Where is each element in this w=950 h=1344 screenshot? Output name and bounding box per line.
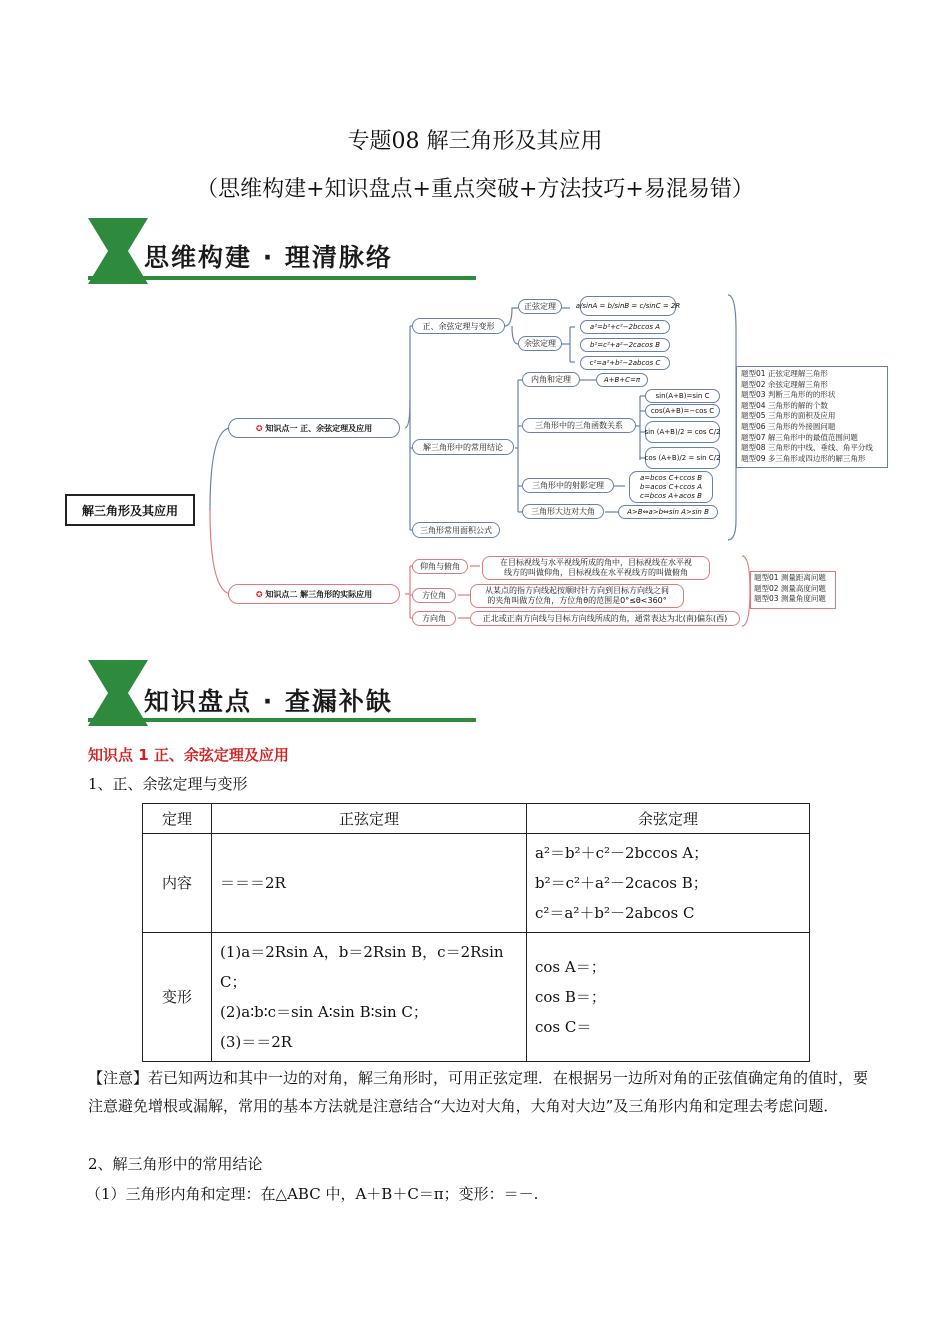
cosine-variant-3: cos C＝ — [535, 1018, 592, 1036]
mindmap-c2-desc2: 的夹角叫做方位角，方位角θ的范围是0°≤θ<360° — [487, 596, 667, 605]
mindmap-b2d: 三角形大边对大角 — [522, 504, 604, 519]
mindmap-b1a: 正弦定理 — [518, 299, 562, 314]
section-2-heading: 2、解三角形中的常用结论 — [88, 1155, 263, 1173]
banner-mindmap — [88, 218, 478, 284]
mindmap-b2b-f2: cos(A+B)=−cos C — [645, 404, 720, 418]
cosine-variant-1: cos A＝； — [535, 958, 606, 976]
theorem-table — [142, 803, 810, 1062]
mindmap-types1 — [736, 366, 888, 468]
types1-item: 题型08 三角形的中线、垂线、角平分线 — [741, 443, 873, 453]
table-header-sine: 正弦定理 — [212, 804, 527, 834]
types1-item: 题型09 多三角形或四边形的解三角形 — [741, 453, 866, 463]
types2-item: 题型03 测量角度问题 — [754, 594, 826, 604]
note-paragraph: 【注意】若已知两边和其中一边的对角，解三角形时，可用正弦定理．在根据另一边所对角的正弦值确定角的值时，要注意避免增根或漏解，常用的基本方法就是注意结合“大边对大角，大角对大边”及三角形内角和定理去考虑问题． — [88, 1069, 869, 1115]
mindmap-b1b-f1: a²=b²+c²−2bccos A — [580, 320, 670, 334]
types1-item: 题型01 正弦定理解三角形 — [741, 369, 828, 378]
mindmap-c1-desc2: 线方的叫做仰角，目标视线在水平视线方的叫做俯角 — [504, 568, 688, 577]
types2-item: 题型02 测量高度问题 — [754, 583, 826, 593]
mindmap-b1b-f2: b²=c²+a²−2cacos B — [580, 338, 670, 352]
banner-knowledge-text: 知识盘点 · 查漏补缺 — [144, 687, 393, 716]
cosine-variant-2: cos B＝； — [535, 988, 606, 1006]
mindmap-b3: 三角形常用面积公式 — [412, 522, 500, 538]
table-header-theorem: 定理 — [143, 804, 212, 834]
types1-item: 题型07 解三角形中的最值范围问题 — [741, 432, 858, 442]
page-subtitle: （思维构建+知识盘点+重点突破+方法技巧+易混易错） — [196, 177, 754, 202]
kp1-heading: 知识点 1 正、余弦定理及应用 — [88, 746, 289, 764]
types1-item: 题型02 余弦定理解三角形 — [741, 379, 828, 389]
mindmap-b2c-formulas — [629, 471, 713, 503]
mindmap-c1-desc1: 在目标视线与水平视线所成的角中，目标视线在水平视 — [500, 558, 692, 567]
table-content-sine: ＝＝＝2R — [212, 834, 527, 933]
mindmap-c2-desc1: 从某点的指方向线起按顺时针方向到目标方向线之间 — [485, 586, 669, 595]
mindmap-c1-desc — [482, 556, 710, 580]
mindmap-c1: 仰角与俯角 — [412, 559, 468, 574]
mindmap-c2-desc — [470, 584, 684, 608]
table-row-content-label: 内容 — [143, 834, 212, 933]
mindmap-c2: 方位角 — [412, 588, 456, 603]
banner-knowledge — [88, 660, 478, 726]
table-variant-sine — [212, 933, 527, 1062]
types1-item: 题型03 判断三角形的的形状 — [741, 390, 836, 400]
table-row-variant-label: 变形 — [143, 933, 212, 1062]
mindmap-kp2-label: 知识点二 解三角形的实际应用 — [265, 589, 373, 599]
cosine-law-1: a²＝b²＋c²－2bccos A； — [535, 844, 709, 862]
mindmap-b2b-f3: sin (A+B)/2 = cos C/2 — [645, 421, 720, 443]
mindmap-c3-desc: 正北或正南方向线与目标方向线所成的角，通常表达为北(南)偏东(西) — [470, 611, 740, 626]
types1-item: 题型06 三角形的外接圆问题 — [741, 421, 836, 431]
mindmap-b2b-f1: sin(A+B)=sin C — [645, 389, 720, 403]
types2-item: 题型01 测量距离问题 — [754, 573, 826, 582]
mindmap-b1b-f3: c²=a²+b²−2abcos C — [580, 356, 670, 370]
mindmap-b1a-formula: a/sinA = b/sinB = c/sinC = 2R — [580, 296, 676, 316]
sine-variant-1b: C； — [220, 973, 247, 991]
table-variant-cosine — [527, 933, 810, 1062]
mindmap-b2d-formula: A>B⇔a>b⇔sin A>sin B — [618, 505, 718, 519]
mindmap-b2c-f3: c=bcos A+acos B — [640, 491, 702, 500]
mindmap-b2a: 内角和定理 — [522, 372, 580, 387]
mindmap-c3: 方向角 — [412, 611, 456, 626]
table-header-cosine: 余弦定理 — [527, 804, 810, 834]
mindmap-b2b: 三角形中的三角函数关系 — [522, 418, 636, 433]
mindmap-b2: 解三角形中的常用结论 — [412, 439, 514, 455]
mindmap-b2a-formula: A+B+C=π — [596, 373, 648, 387]
cosine-law-3: c²＝a²＋b²－2abcos C — [535, 904, 695, 922]
sine-variant-2: (2)a∶b∶c＝sin A∶sin B∶sin C； — [220, 1003, 428, 1021]
cosine-law-2: b²＝c²＋a²－2cacos B； — [535, 874, 708, 892]
sine-variant-3: (3)＝＝2R — [220, 1033, 293, 1051]
mindmap-b2c-f2: b=acos C+ccos A — [640, 482, 702, 491]
mindmap-b2c: 三角形中的射影定理 — [522, 478, 614, 493]
mindmap-b1b: 余弦定理 — [518, 336, 562, 351]
sine-variant-1: (1)a＝2Rsin A，b＝2Rsin B，c＝2Rsin — [220, 943, 504, 961]
section-2-item-1: （1）三角形内角和定理：在△ABC 中，A＋B＋C＝π；变形：＝－. — [86, 1185, 539, 1203]
types1-item: 题型05 三角形的面积及应用 — [741, 411, 836, 421]
mindmap-b2b-f4: cos (A+B)/2 = sin C/2 — [645, 447, 720, 469]
mindmap-kp2: ✪ 知识点二 解三角形的实际应用 — [228, 584, 400, 604]
mindmap-kp1-label: 知识点一 正、余弦定理及应用 — [265, 423, 373, 433]
mindmap-b2c-f1: a=bcos C+ccos B — [639, 473, 702, 482]
mindmap-root: 解三角形及其应用 — [65, 494, 195, 526]
mindmap-b1: 正、余弦定理与变形 — [412, 318, 505, 334]
mindmap-kp1: ✪ 知识点一 正、余弦定理及应用 — [228, 418, 400, 438]
page-title: 专题08 解三角形及其应用 — [347, 129, 603, 154]
table-content-cosine — [527, 834, 810, 933]
mindmap-types2 — [750, 571, 836, 609]
types1-item: 题型04 三角形的解的个数 — [741, 400, 828, 410]
banner-mindmap-text: 思维构建 · 理清脉络 — [144, 243, 393, 272]
section-1-heading: 1、正、余弦定理与变形 — [88, 775, 248, 793]
